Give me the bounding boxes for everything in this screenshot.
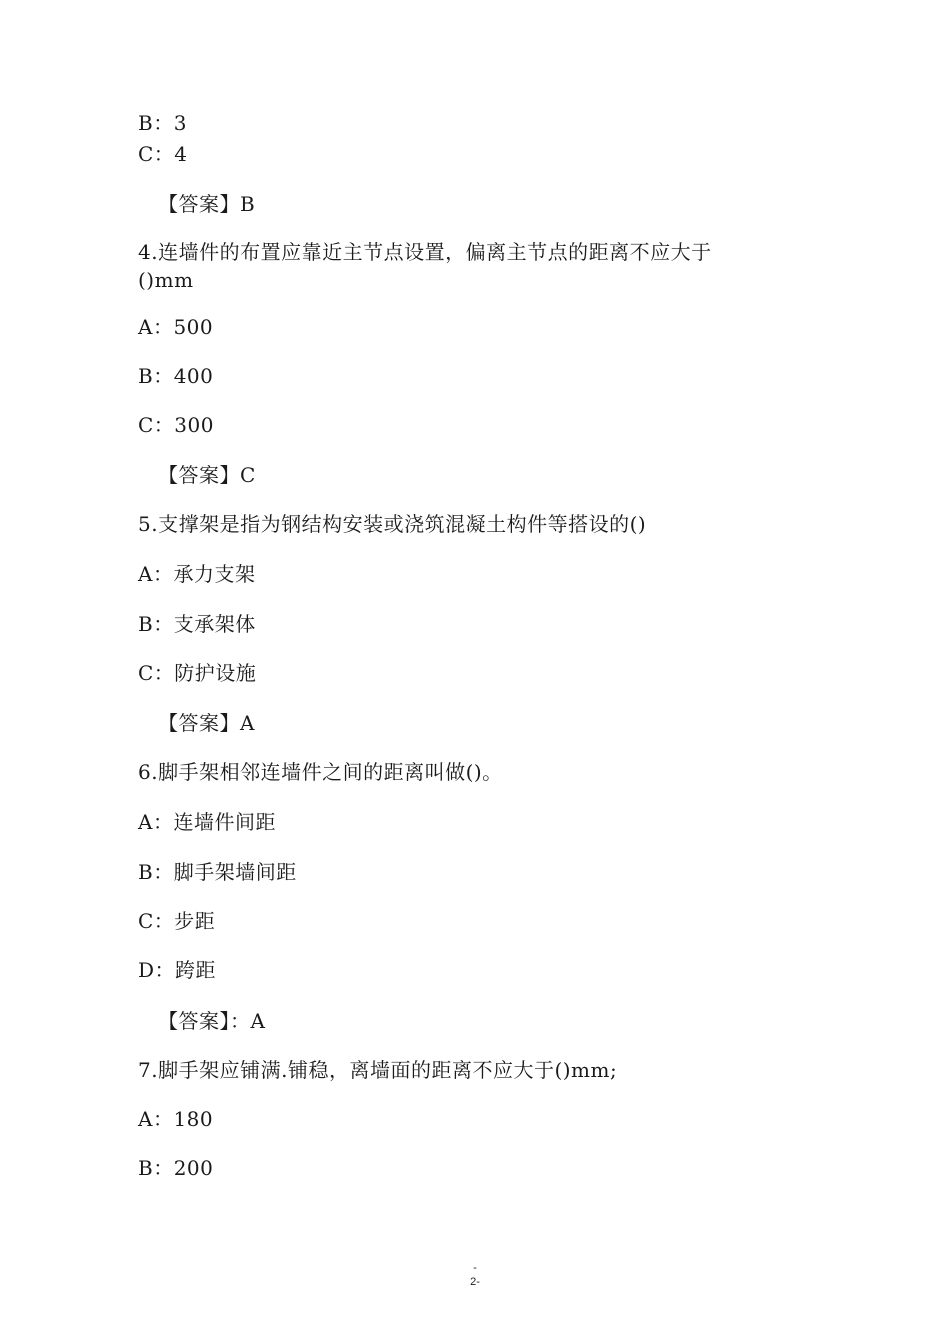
answer-3: 【答案】B <box>158 192 256 216</box>
question-7: 7.脚手架应铺满.铺稳，离墙面的距离不应大于()mm; <box>138 1058 618 1082</box>
option-6-a: A：连墙件间距 <box>138 810 276 834</box>
option-c-prev: C：4 <box>138 142 188 166</box>
question-4-line1: 4.连墙件的布置应靠近主节点设置，偏离主节点的距离不应大于 <box>138 240 712 264</box>
question-4-line2: ()mm <box>138 268 194 292</box>
question-6: 6.脚手架相邻连墙件之间的距离叫做()。 <box>138 760 503 784</box>
option-5-c: C：防护设施 <box>138 661 257 685</box>
option-6-c: C：步距 <box>138 909 216 933</box>
option-7-a: A：180 <box>138 1107 214 1131</box>
option-6-d: D：跨距 <box>138 958 217 982</box>
question-5: 5.支撑架是指为钢结构安装或浇筑混凝土构件等搭设的() <box>138 512 647 536</box>
option-5-a: A：承力支架 <box>138 562 256 586</box>
page-number: 2- <box>470 1276 480 1288</box>
footer-dash: - <box>473 1262 477 1274</box>
option-7-b: B：200 <box>138 1156 214 1180</box>
option-4-b: B：400 <box>138 364 214 388</box>
answer-6: 【答案】：A <box>158 1009 266 1033</box>
answer-4: 【答案】C <box>158 463 256 487</box>
option-b-prev: B：3 <box>138 111 187 135</box>
option-4-c: C：300 <box>138 413 214 437</box>
option-6-b: B：脚手架墙间距 <box>138 860 297 884</box>
answer-5: 【答案】A <box>158 711 255 735</box>
option-5-b: B：支承架体 <box>138 612 256 636</box>
option-4-a: A：500 <box>138 315 214 339</box>
